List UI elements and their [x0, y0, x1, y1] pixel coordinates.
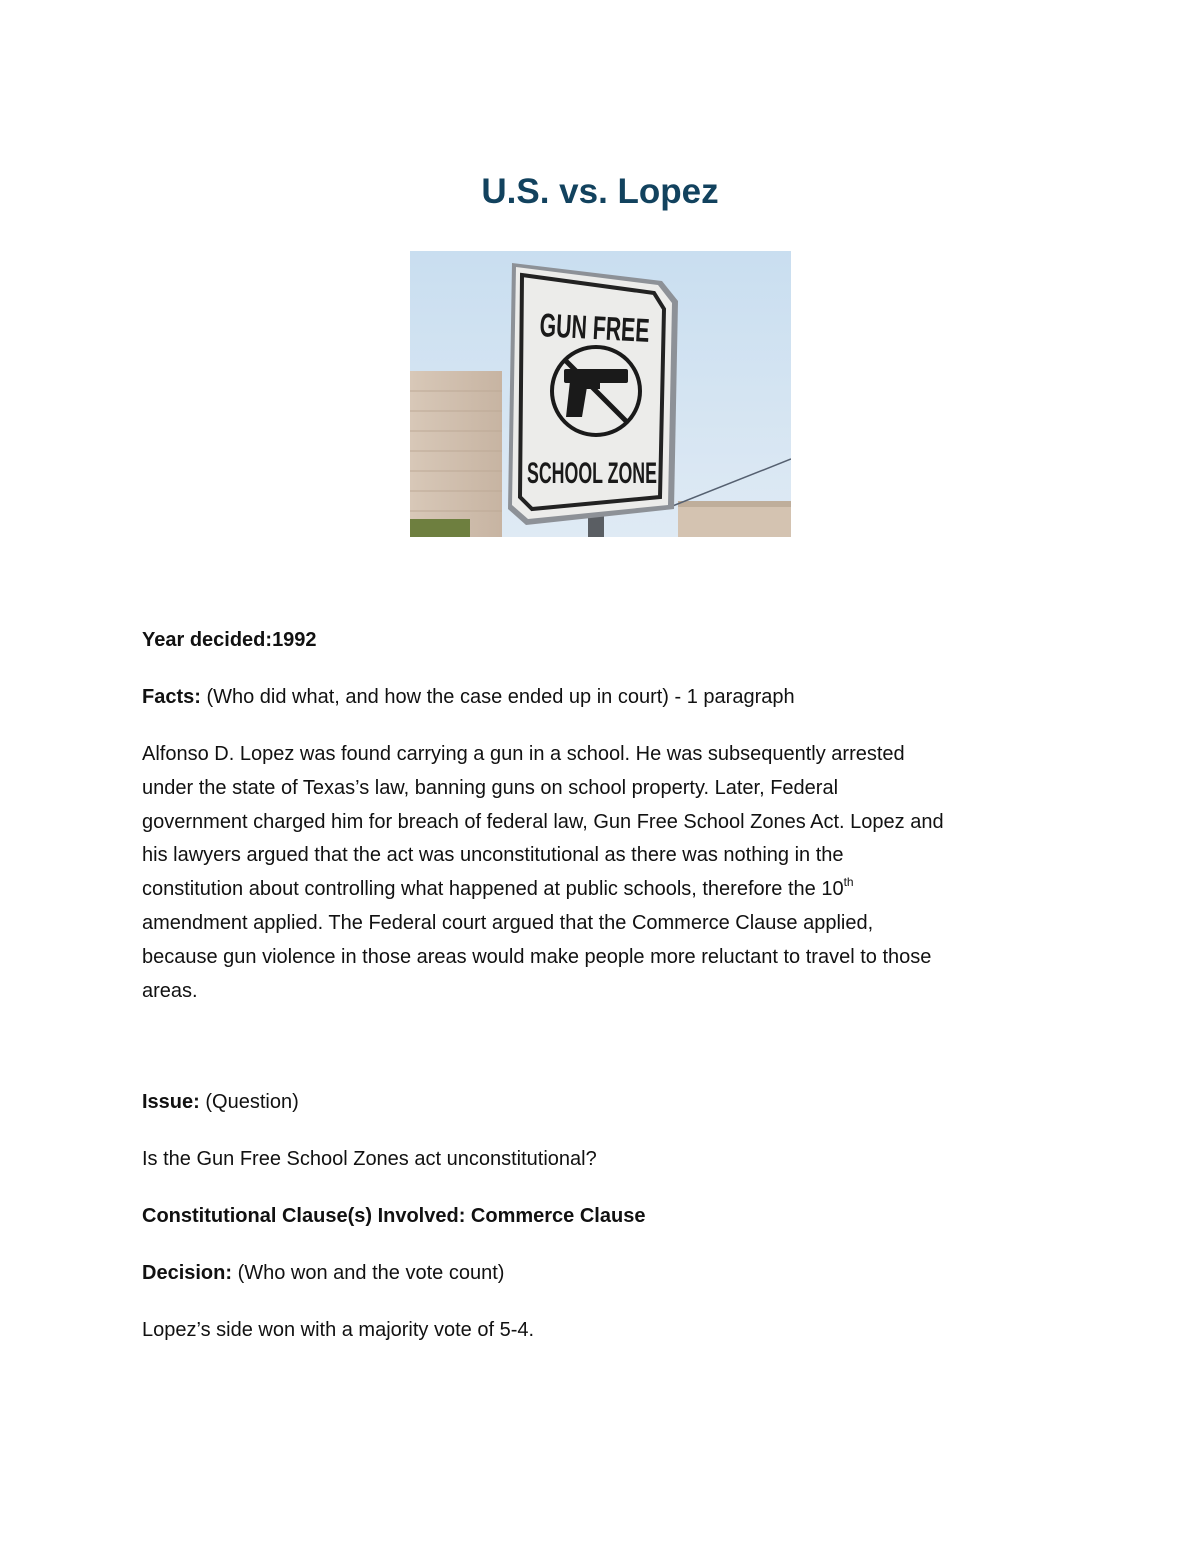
year-value: 1992: [272, 629, 317, 651]
gun-free-school-zone-photo: [410, 251, 791, 537]
decision-text: Lopez’s side won with a majority vote of 5-4.: [142, 1319, 535, 1341]
facts-line: under the state of Texas’s law, banning guns on school property. Later, Federal: [142, 776, 839, 799]
sign-text-bottom: SCHOOL ZONE: [527, 457, 657, 490]
decision-hint: (Who won and the vote count): [232, 1262, 505, 1284]
document-title: U.S. vs. Lopez: [481, 172, 719, 211]
constitutional-clause: Constitutional Clause(s) Involved: Commerce Clause: [142, 1205, 646, 1227]
issue-hint: (Question): [199, 1091, 299, 1113]
facts-paragraph: [142, 738, 1062, 1008]
facts-hint: (Who did what, and how the case ended up in court) - 1 paragraph: [200, 686, 795, 708]
ordinal-suffix: th: [843, 875, 854, 890]
issue-label: Issue:: [142, 1091, 200, 1113]
decision-heading: [142, 1257, 1062, 1291]
year-label: Year decided:: [142, 629, 273, 651]
facts-line: [142, 873, 1062, 907]
facts-heading: [142, 681, 1062, 715]
facts-line: because gun violence in those areas would make people more reluctant to travel to those: [142, 945, 932, 968]
year-decided: [142, 624, 1062, 658]
facts-line: Alfonso D. Lopez was found carrying a gun in a school. He was subsequently arrested: [142, 743, 905, 765]
facts-line: government charged him for breach of federal law, Gun Free School Zones Act. Lopez and: [142, 810, 944, 833]
facts-line: his lawyers argued that the act was unconstitutional as there was nothing in the: [142, 844, 844, 867]
sign-text-top: GUN FREE: [538, 306, 711, 353]
gun-free-sign: [508, 263, 711, 525]
facts-line: amendment applied. The Federal court argued that the Commerce Clause applied,: [142, 911, 874, 934]
facts-line: areas.: [142, 979, 198, 1002]
facts-line-text: constitution about controlling what happened at public schools, therefore the 10: [142, 878, 844, 901]
decision-label: Decision:: [142, 1262, 233, 1284]
facts-label: Facts:: [142, 686, 201, 708]
issue-question: Is the Gun Free School Zones act unconstitutional?: [142, 1148, 597, 1170]
issue-heading: [142, 1086, 1062, 1120]
